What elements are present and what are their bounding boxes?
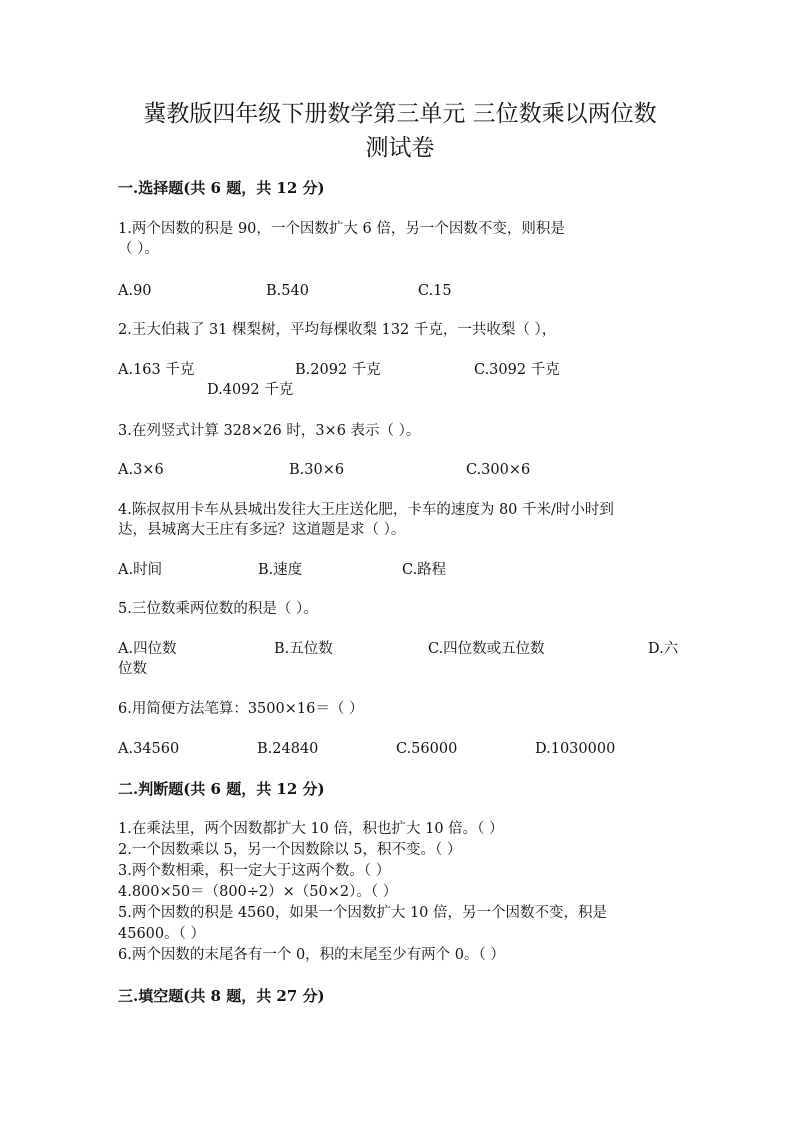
statement-2: 2.一个因数乘以 5，另一个因数除以 5，积不变。（ ）	[118, 842, 462, 858]
question-text: 1.两个因数的积是 90，一个因数扩大 6 倍，另一个因数不变，则积是	[118, 221, 565, 237]
option-b: B.24840	[257, 741, 319, 757]
option-b: B.2092 千克	[295, 362, 381, 378]
option-a: A.90	[118, 283, 152, 299]
option-a: A.四位数	[118, 641, 177, 657]
question-text: （ ）。	[118, 241, 159, 257]
statement-5: 5.两个因数的积是 4560，如果一个因数扩大 10 倍，另一个因数不变，积是	[118, 905, 608, 921]
option-a: A.时间	[118, 562, 163, 578]
option-b: B.五位数	[274, 641, 333, 657]
option-c: C.300×6	[466, 462, 531, 478]
option-d: D.4092 千克	[207, 382, 294, 398]
option-c: C.15	[418, 283, 452, 299]
statement-1: 1.在乘法里，两个因数都扩大 10 倍，积也扩大 10 倍。（ ）	[118, 821, 504, 837]
option-c: C.56000	[396, 741, 458, 757]
page-title-line-1: 冀教版四年级下册数学第三单元 三位数乘以两位数	[143, 101, 657, 127]
option-d-continued: 位数	[118, 661, 147, 677]
option-a: A.163 千克	[118, 362, 195, 378]
option-a: A.34560	[118, 741, 180, 757]
statement-6: 6.两个因数的末尾各有一个 0，积的末尾至少有两个 0。（ ）	[118, 947, 505, 963]
section-heading-choice: 一.选择题(共 6 题，共 12 分)	[118, 179, 325, 197]
statement-5-continued: 45600。（ ）	[118, 926, 205, 942]
question-text: 4.陈叔叔用卡车从县城出发往大王庄送化肥，卡车的速度为 80 千米/时小时到	[118, 502, 614, 518]
statement-3: 3.两个数相乘，积一定大于这两个数。（ ）	[118, 863, 391, 879]
option-c: C.路程	[402, 562, 447, 578]
option-b: B.540	[266, 283, 309, 299]
question-text: 达，县城离大王庄有多远？这道题是求（ ）。	[118, 522, 406, 538]
option-d: D.1030000	[535, 741, 616, 757]
option-b: B.速度	[258, 562, 303, 578]
question-text: 2.王大伯栽了 31 棵梨树，平均每棵收梨 132 千克，一共收梨（ ），	[118, 322, 557, 338]
option-c: C.3092 千克	[474, 362, 560, 378]
option-c: C.四位数或五位数	[428, 641, 545, 657]
option-b: B.30×6	[289, 462, 345, 478]
question-text: 5.三位数乘两位数的积是（ ）。	[118, 601, 318, 617]
question-text: 3.在列竖式计算 328×26 时，3×6 表示（ ）。	[118, 423, 421, 439]
statement-4: 4.800×50＝（800÷2）×（50×2）。（ ）	[118, 884, 398, 900]
page-title-line-2: 测试卷	[365, 135, 435, 161]
section-heading-true-false: 二.判断题(共 6 题，共 12 分)	[118, 780, 325, 798]
section-heading-fill-blank: 三.填空题(共 8 题，共 27 分)	[118, 987, 325, 1005]
option-a: A.3×6	[118, 462, 164, 478]
option-d: D.六	[648, 641, 679, 657]
question-text: 6.用简便方法笔算：3500×16＝（ ）	[118, 701, 364, 717]
